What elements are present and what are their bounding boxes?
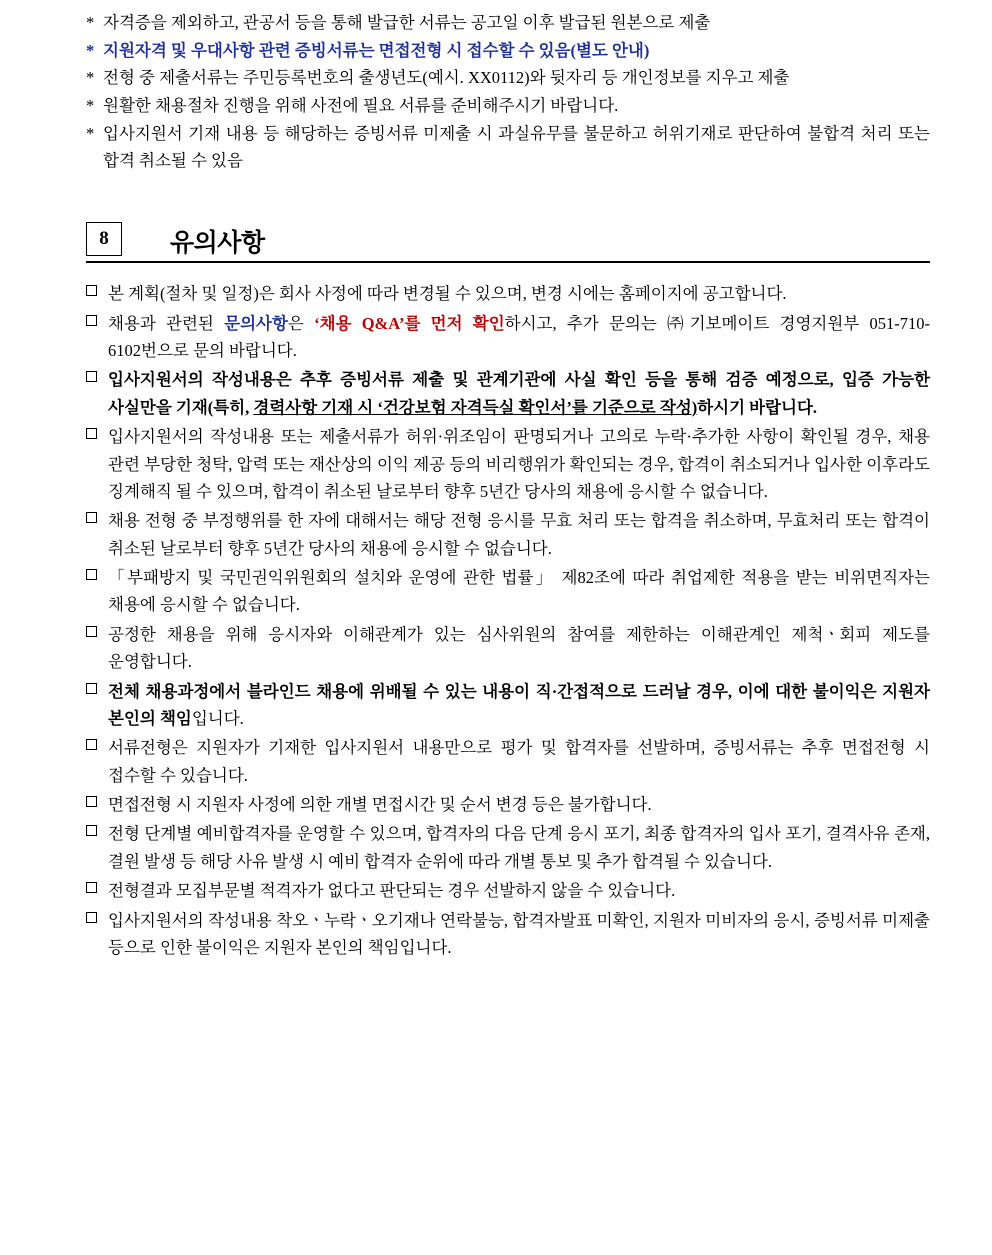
- notice-text-run: 입사지원서의 작성내용 또는 제출서류가 허위·위조임이 판명되거나 고의로 누락·추가한 사항이 확인될 경우, 채용 관련 부당한 청탁, 압력 또는 재산상의 이익 제공 등의 비리행위가 확인되는 경우, 합격이 취소되거나 입사한 이후라도 징계해직 될 수 있으며, 합격이 취소된 날로부터 향후 5년간 당사의 채용에 응시할 수 없습니다.: [108, 427, 930, 501]
- notice-item-text: [108, 564, 930, 619]
- notice-item-text: [108, 791, 930, 818]
- notice-item: [86, 280, 930, 307]
- checkbox-icon: [86, 820, 108, 836]
- section-title: 유의사항: [170, 229, 265, 257]
- notice-text-run: 본 계획(절차 및 일정)은 회사 사정에 따라 변경될 수 있으며, 변경 시에는 홈페이지에 공고합니다.: [108, 284, 787, 304]
- notice-text-run: 하시고, 추가 문의는 ㈜기보메이트 경영지원부 051-710-6102번으로 문의 바랍니다.: [108, 313, 930, 361]
- notice-item-text: [108, 678, 930, 733]
- notice-item: [86, 734, 930, 789]
- notice-text-run: 채용 전형 중 부정행위를 한 자에 대해서는 해당 전형 응시를 무효 처리 또는 합격을 취소하며, 무효처리 또는 합격이 취소된 날로부터 향후 5년간 당사의 채용에 응시할 수 없습니다.: [108, 511, 930, 558]
- notice-text-run: 하시기 바랍니다.: [697, 397, 818, 417]
- notice-item: [86, 621, 930, 676]
- note-text: 지원자격 및 우대사항 관련 증빙서류는 면접전형 시 접수할 수 있음(별도 안내): [103, 40, 650, 60]
- notice-item: [86, 907, 930, 962]
- submission-note: [86, 10, 930, 37]
- notice-text-run: 전체 채용과정에서 블라인드 채용에 위배될 수 있는 내용이 직·간접적으로 드러날 경우, 이에 대한 불이익은 지원자 본인의 책임: [108, 681, 930, 728]
- notice-item-text: [108, 310, 930, 365]
- notice-item-text: [108, 280, 930, 307]
- notice-text-run: 문의사항: [224, 313, 288, 333]
- checkbox-icon: [86, 366, 108, 382]
- checkbox-icon: [86, 678, 108, 694]
- notice-item-text: [108, 734, 930, 789]
- notice-text-run: 채용과 관련된: [108, 313, 225, 333]
- note-text: 원활한 채용절차 진행을 위해 사전에 필요 서류를 준비해주시기 바랍니다.: [103, 96, 619, 116]
- submission-note: [86, 93, 930, 120]
- notice-item: [86, 877, 930, 904]
- notice-item-text: [108, 507, 930, 562]
- notice-item: [86, 423, 930, 505]
- notice-text-run: 입니다.: [191, 708, 244, 728]
- notice-text-run: ‘채용 Q&A’를 먼저 확인: [314, 313, 505, 333]
- notice-item: [86, 366, 930, 421]
- note-text: 자격증을 제외하고, 관공서 등을 통해 발급한 서류는 공고일 이후 발급된 원본으로 제출: [103, 13, 711, 32]
- notice-item: [86, 820, 930, 875]
- notice-text-run: 입사지원서의 작성내용은 추후 증빙서류 제출 및 관계기관에 사실 확인 등을 통해 검증 예정으로, 입증 가능한 사실만을 기재(특히,: [108, 370, 930, 417]
- note-bullet-asterisk: *: [86, 13, 95, 32]
- notice-text-run: 은: [287, 313, 315, 333]
- section-header: [86, 222, 930, 263]
- notice-item: [86, 564, 930, 619]
- note-bullet-asterisk: *: [86, 123, 95, 143]
- notice-text-run: 입사지원서의 작성내용 착오ㆍ누락ㆍ오기재나 연락불능, 합격자발표 미확인, 지원자 미비자의 응시, 증빙서류 미제출 등으로 인한 불이익은 지원자 본인의 책임입니다.: [108, 910, 930, 957]
- note-bullet-asterisk: *: [86, 96, 95, 116]
- notice-text-run: 전형 단계별 예비합격자를 운영할 수 있으며, 합격자의 다음 단계 응시 포기, 최종 합격자의 입사 포기, 결격사유 존재, 결원 발생 등 해당 사유 발생 시 예비 합격자 순위에 따라 개별 통보 및 추가 합격될 수 있습니다.: [108, 824, 930, 871]
- checkbox-icon: [86, 310, 108, 326]
- notice-text-run: 전형결과 모집부문별 적격자가 없다고 판단되는 경우 선발하지 않을 수 있습니다.: [108, 881, 676, 901]
- notice-text-run: 「부패방지 및 국민권익위원회의 설치와 운영에 관한 법률」 제82조에 따라 취업제한 적용을 받는 비위면직자는 채용에 응시할 수 없습니다.: [108, 568, 930, 615]
- checkbox-icon: [86, 280, 108, 296]
- checkbox-icon: [86, 564, 108, 580]
- notice-text-run: 경력사항 기재 시 ‘건강보험 자격득실 확인서’를 기준으로 작성): [253, 397, 698, 417]
- submission-note: [86, 121, 930, 174]
- note-bullet-asterisk: *: [86, 40, 95, 60]
- notice-text-run: 면접전형 시 지원자 사정에 의한 개별 면접시간 및 순서 변경 등은 불가합니다.: [108, 795, 652, 815]
- note-bullet-asterisk: *: [86, 68, 95, 88]
- notice-item-text: [108, 423, 930, 505]
- note-text: 전형 중 제출서류는 주민등록번호의 출생년도(예시. XX0112)와 뒷자리 등 개인정보를 지우고 제출: [103, 68, 790, 88]
- notice-item-text: [108, 621, 930, 676]
- checkbox-icon: [86, 621, 108, 637]
- checkbox-icon: [86, 507, 108, 523]
- notice-item-text: [108, 366, 930, 421]
- notice-list: [86, 280, 930, 961]
- submission-notes-block: [86, 10, 930, 174]
- checkbox-icon: [86, 907, 108, 923]
- notice-item-text: [108, 877, 930, 904]
- notice-text-run: 공정한 채용을 위해 응시자와 이해관계가 있는 심사위원의 참여를 제한하는 이해관계인 제척ㆍ회피 제도를 운영합니다.: [108, 624, 930, 672]
- checkbox-icon: [86, 734, 108, 750]
- notice-item-text: [108, 907, 930, 962]
- notice-item: [86, 791, 930, 818]
- submission-note: [86, 65, 930, 92]
- notice-item-text: [108, 820, 930, 875]
- checkbox-icon: [86, 423, 108, 439]
- notice-item: [86, 310, 930, 365]
- checkbox-icon: [86, 791, 108, 807]
- submission-note: [86, 38, 930, 65]
- notice-item: [86, 507, 930, 562]
- checkbox-icon: [86, 877, 108, 893]
- notice-item: [86, 678, 930, 733]
- section-number: 8: [86, 222, 122, 256]
- notice-text-run: 서류전형은 지원자가 기재한 입사지원서 내용만으로 평가 및 합격자를 선발하며, 증빙서류는 추후 면접전형 시 접수할 수 있습니다.: [108, 738, 930, 785]
- note-text: 입사지원서 기재 내용 등 해당하는 증빙서류 미제출 시 과실유무를 불문하고 허위기재로 판단하여 불합격 처리 또는 합격 취소될 수 있음: [103, 123, 930, 170]
